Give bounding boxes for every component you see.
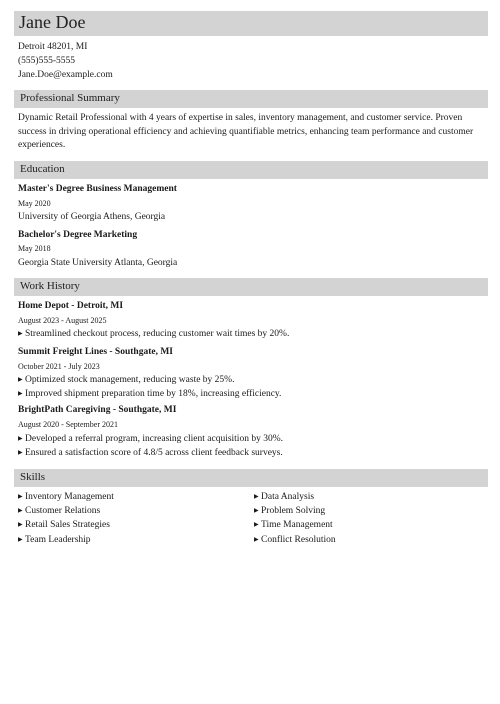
bullet-icon: ▶ [18,377,23,383]
contact-phone: (555)555-5555 [18,56,75,66]
job-dates: August 2020 - September 2021 [18,420,118,429]
work-title: Work History [20,280,80,292]
summary-section-header [14,90,488,108]
skill-text: Customer Relations [25,506,101,516]
education-title: Education [20,163,65,175]
bullet-icon: ▶ [18,331,23,337]
skill-item [18,535,91,545]
skill-text: Inventory Management [25,492,114,502]
skill-item [254,535,336,545]
skill-item [18,492,114,502]
education-section-header [14,161,488,179]
skills-title: Skills [20,471,46,483]
contact-email: Jane.Doe@example.com [18,70,113,80]
bullet-text: Optimized stock management, reducing waste by 25%. [25,375,235,385]
job-bullet [18,389,281,399]
job-bullet [18,434,283,444]
skill-text: Data Analysis [261,492,315,502]
contact-address: Detroit 48201, MI [18,42,88,52]
bullet-icon: ▶ [18,522,23,528]
skill-item [254,492,314,502]
job-employer: Home Depot - Detroit, MI [18,301,124,311]
bullet-icon: ▶ [18,436,23,442]
education-date: May 2018 [18,244,51,253]
skill-text: Conflict Resolution [261,535,336,545]
bullet-text: Improved shipment preparation time by 18%, increasing efficiency. [25,389,282,399]
skill-item [18,520,110,530]
bullet-text: Developed a referral program, increasing client acquisition by 30%. [25,434,283,444]
bullet-icon: ▶ [18,494,23,500]
bullet-icon: ▶ [18,508,23,514]
skill-text: Problem Solving [261,506,326,516]
bullet-icon: ▶ [254,522,259,528]
summary-line-2: success in driving operational efficiency and achieving quantifiable metrics, enhancing team performance and customer [18,126,474,137]
bullet-icon: ▶ [18,391,23,397]
bullet-icon: ▶ [18,537,23,543]
skill-item [254,520,333,530]
education-date: May 2020 [18,199,51,208]
education-school: Georgia State University Atlanta, Georgia [18,258,178,268]
work-section-header [14,278,488,296]
name-bar [14,11,488,36]
job-dates: August 2023 - August 2025 [18,316,107,325]
education-degree: Bachelor's Degree Marketing [18,230,138,240]
skills-section-header [14,469,488,487]
job-bullet [18,448,283,458]
skill-item [18,506,100,516]
job-bullet [18,329,289,339]
candidate-name: Jane Doe [19,12,86,32]
summary-line-1: Dynamic Retail Professional with 4 years of expertise in sales, inventory management, and customer service. Proven [18,113,463,123]
education-degree: Master's Degree Business Management [18,184,177,194]
job-bullet [18,375,234,385]
skill-item [254,506,325,516]
job-dates: October 2021 - July 2023 [18,362,100,371]
bullet-text: Streamlined checkout process, reducing customer wait times by 20%. [25,329,290,339]
job-employer: BrightPath Caregiving - Southgate, MI [18,405,177,415]
bullet-icon: ▶ [254,508,259,514]
education-school: University of Georgia Athens, Georgia [18,212,166,222]
bullet-text: Ensured a satisfaction score of 4.8/5 across client feedback surveys. [25,448,283,458]
bullet-icon: ▶ [254,494,259,500]
bullet-icon: ▶ [18,450,23,456]
skill-text: Team Leadership [25,535,91,545]
job-employer: Summit Freight Lines - Southgate, MI [18,347,173,357]
skill-text: Time Management [261,520,333,530]
skill-text: Retail Sales Strategies [25,520,110,530]
bullet-icon: ▶ [254,537,259,543]
summary-line-3: experiences. [18,140,66,150]
summary-text [18,112,484,153]
summary-title: Professional Summary [20,92,120,104]
